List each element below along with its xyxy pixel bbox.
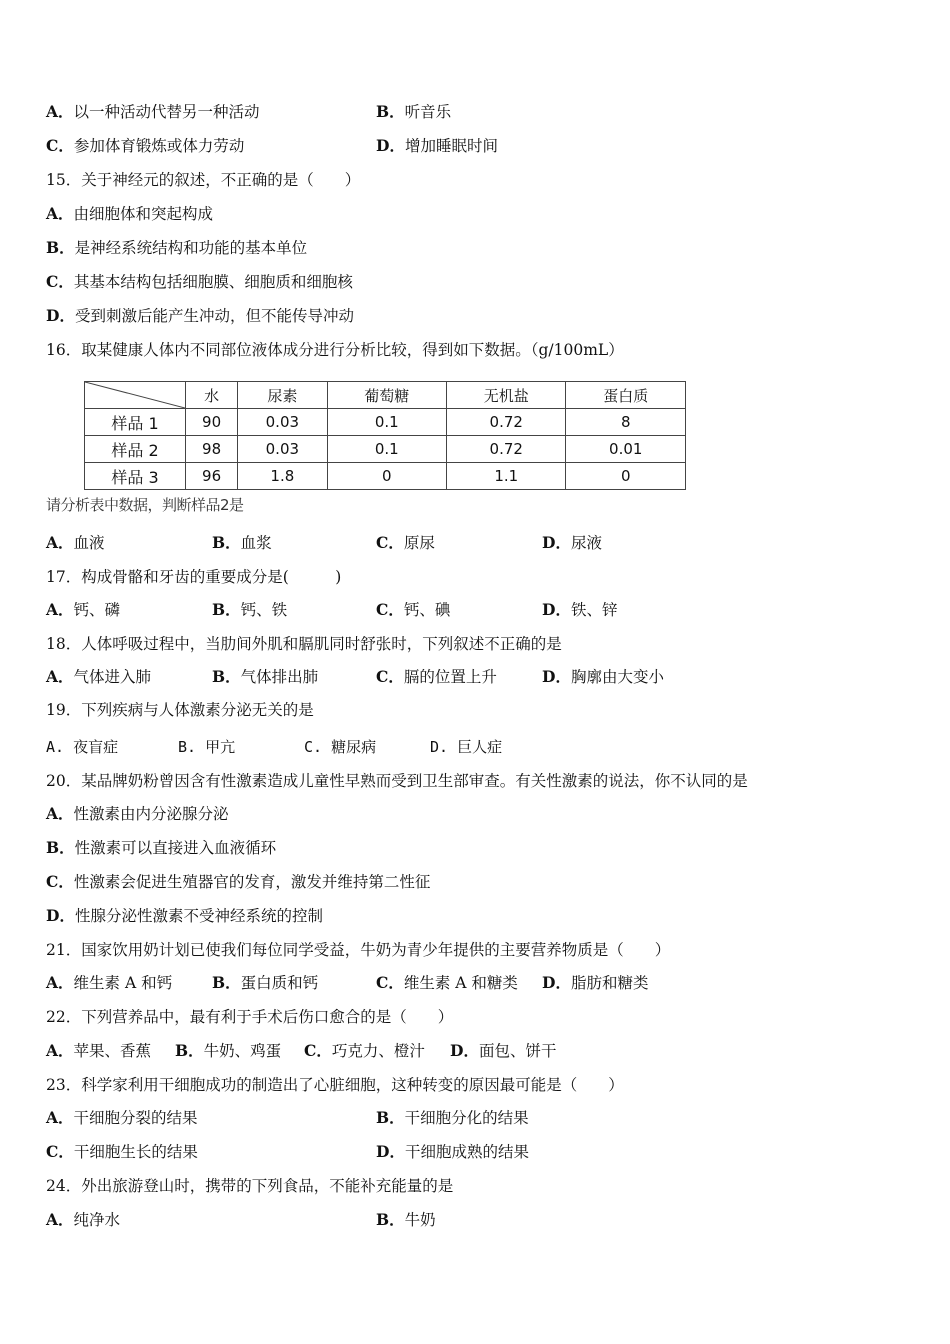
q14-option-b[interactable]: B．听音乐 xyxy=(376,102,452,121)
q17-stem: 17．构成骨骼和牙齿的重要成分是( ) xyxy=(46,568,342,586)
q15-option-a[interactable]: A．由细胞体和突起构成 xyxy=(46,204,214,223)
q24-stem: 24．外出旅游登山时，携带的下列食品，不能补充能量的是 xyxy=(46,1177,454,1195)
q19-option-b[interactable]: B. 甲亢 xyxy=(178,738,236,756)
q17-option-a[interactable]: A．钙、磷 xyxy=(46,600,121,619)
table-cell: 1.8 xyxy=(238,463,327,490)
q23-option-c[interactable]: C．干细胞生长的结果 xyxy=(46,1142,198,1161)
q14-option-d[interactable]: D．增加睡眠时间 xyxy=(376,136,498,155)
q19-option-d[interactable]: D. 巨人症 xyxy=(430,738,503,756)
q16-option-b[interactable]: B．血浆 xyxy=(212,533,272,552)
q20-option-b[interactable]: B．性激素可以直接进入血液循环 xyxy=(46,838,277,857)
q16-option-a[interactable]: A．血液 xyxy=(46,533,105,552)
q18-stem: 18．人体呼吸过程中，当肋间外肌和膈肌同时舒张时，下列叙述不正确的是 xyxy=(46,635,562,653)
q20-option-a[interactable]: A．性激素由内分泌腺分泌 xyxy=(46,804,229,823)
q23-option-b[interactable]: B．干细胞分化的结果 xyxy=(376,1108,529,1127)
row-label: 样品 1 xyxy=(85,409,186,436)
q18-option-b[interactable]: B．气体排出肺 xyxy=(212,667,319,686)
table-cell: 0 xyxy=(566,463,686,490)
table-header: 葡萄糖 xyxy=(327,382,446,409)
table-cell: 90 xyxy=(186,409,238,436)
q19-option-a[interactable]: A. 夜盲症 xyxy=(46,738,119,756)
q22-option-c[interactable]: C．巧克力、橙汁 xyxy=(304,1041,425,1060)
q16-option-c[interactable]: C．原尿 xyxy=(376,533,435,552)
table-corner-cell xyxy=(85,382,186,409)
row-label: 样品 3 xyxy=(85,463,186,490)
q15-option-b[interactable]: B．是神经系统结构和功能的基本单位 xyxy=(46,238,308,257)
table-row xyxy=(85,436,686,463)
q17-option-d[interactable]: D．铁、锌 xyxy=(542,600,618,619)
q22-stem: 22．下列营养品中，最有利于手术后伤口愈合的是（ ） xyxy=(46,1008,454,1026)
q22-option-b[interactable]: B．牛奶、鸡蛋 xyxy=(175,1041,282,1060)
q21-option-d[interactable]: D．脂肪和糖类 xyxy=(542,973,649,992)
q19-stem: 19．下列疾病与人体激素分泌无关的是 xyxy=(46,701,314,719)
composition-table xyxy=(84,381,686,490)
q23-option-a[interactable]: A．干细胞分裂的结果 xyxy=(46,1108,198,1127)
table-cell: 0.72 xyxy=(447,436,566,463)
q20-stem: 20．某品牌奶粉曾因含有性激素造成儿童性早熟而受到卫生部审查。有关性激素的说法，你不认同的是 xyxy=(46,772,748,790)
q15-stem: 15．关于神经元的叙述，不正确的是（ ） xyxy=(46,171,361,189)
q18-option-d[interactable]: D．胸廓由大变小 xyxy=(542,667,664,686)
table-header: 水 xyxy=(186,382,238,409)
table-header: 蛋白质 xyxy=(566,382,686,409)
q14-option-c[interactable]: C．参加体育锻炼或体力劳动 xyxy=(46,136,245,155)
table-cell: 0.1 xyxy=(327,409,446,436)
q14-option-a[interactable]: A．以一种活动代替另一种活动 xyxy=(46,102,260,121)
table-header: 尿素 xyxy=(238,382,327,409)
q21-option-a[interactable]: A．维生素 A 和钙 xyxy=(46,973,173,992)
q19-option-c[interactable]: C. 糖尿病 xyxy=(304,738,377,756)
q18-option-a[interactable]: A．气体进入肺 xyxy=(46,667,152,686)
table-header-row xyxy=(85,382,686,409)
table-cell: 8 xyxy=(566,409,686,436)
table-cell: 0.03 xyxy=(238,436,327,463)
table-header: 无机盐 xyxy=(447,382,566,409)
q16-stem: 16．取某健康人体内不同部位液体成分进行分析比较，得到如下数据。（g/100mL） xyxy=(46,341,624,359)
q22-option-d[interactable]: D．面包、饼干 xyxy=(450,1041,557,1060)
diagonal-line xyxy=(85,382,185,408)
table-cell: 0.72 xyxy=(447,409,566,436)
table-cell: 1.1 xyxy=(447,463,566,490)
q15-option-c[interactable]: C．其基本结构包括细胞膜、细胞质和细胞核 xyxy=(46,272,353,291)
table-cell: 0.01 xyxy=(566,436,686,463)
q20-option-d[interactable]: D．性腺分泌性激素不受神经系统的控制 xyxy=(46,906,323,925)
q22-option-a[interactable]: A．苹果、香蕉 xyxy=(46,1041,152,1060)
table-cell: 0 xyxy=(327,463,446,490)
table-cell: 96 xyxy=(186,463,238,490)
q24-option-a[interactable]: A．纯净水 xyxy=(46,1210,121,1229)
q17-option-c[interactable]: C．钙、碘 xyxy=(376,600,451,619)
q16-note: 请分析表中数据，判断样品2是 xyxy=(46,496,244,514)
q21-option-b[interactable]: B．蛋白质和钙 xyxy=(212,973,319,992)
q16-option-d[interactable]: D．尿液 xyxy=(542,533,602,552)
q18-option-c[interactable]: C．膈的位置上升 xyxy=(376,667,497,686)
table-cell: 0.1 xyxy=(327,436,446,463)
q23-stem: 23．科学家利用干细胞成功的制造出了心脏细胞，这种转变的原因最可能是（ ） xyxy=(46,1076,624,1094)
q21-stem: 21．国家饮用奶计划已使我们每位同学受益，牛奶为青少年提供的主要营养物质是（ ） xyxy=(46,941,671,959)
q24-option-b[interactable]: B．牛奶 xyxy=(376,1210,436,1229)
q15-option-d[interactable]: D．受到刺激后能产生冲动，但不能传导冲动 xyxy=(46,306,354,325)
q23-option-d[interactable]: D．干细胞成熟的结果 xyxy=(376,1142,529,1161)
q17-option-b[interactable]: B．钙、铁 xyxy=(212,600,288,619)
table-cell: 0.03 xyxy=(238,409,327,436)
row-label: 样品 2 xyxy=(85,436,186,463)
q20-option-c[interactable]: C．性激素会促进生殖器官的发育，激发并维持第二性征 xyxy=(46,872,431,891)
table-row xyxy=(85,463,686,490)
table-cell: 98 xyxy=(186,436,238,463)
table-row xyxy=(85,409,686,436)
q21-option-c[interactable]: C．维生素 A 和糖类 xyxy=(376,973,518,992)
